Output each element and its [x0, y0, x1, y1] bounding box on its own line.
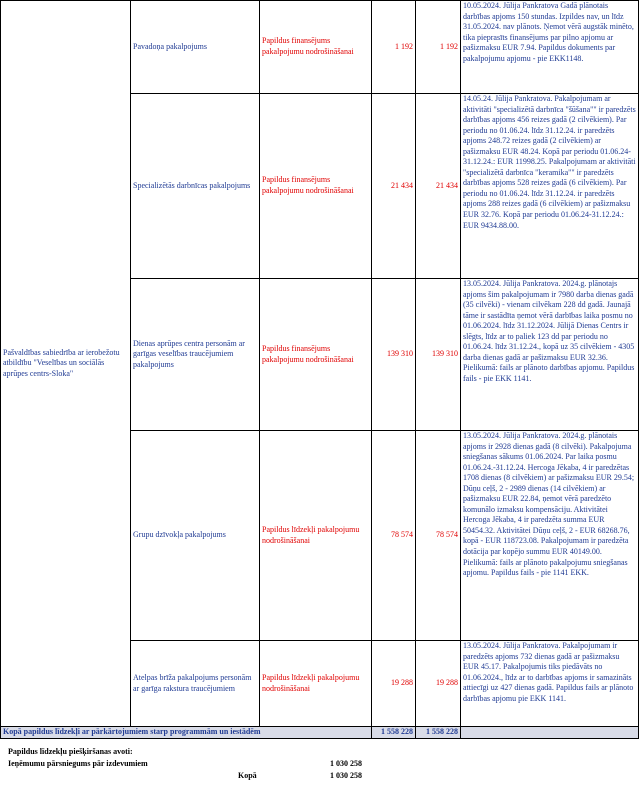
comment-cell: 13.05.2024. Jūlija Pankratova. 2024.g. plānotais apjoms ir 2928 dienas gadā (8 cilvēki). Pakalpojuma sniegšanas sākums 01.06.2024. Par laika posmu 01.06.24.-31.12.24. Hercoga Jēkaba, 4 ir paredzētas 1708 dienas (8 cilvēkiem) ar pašizmaksu EUR 29.54; Dūņu ceļš, 2 - 2989 dienas (14 cilvēkiem) ar pašizmaksu EUR 22.84, ņemot vērā paredzēto komunālo izmaksu kompensāciju. Aktivitātei Hercoga Jēkaba, 4 ir paredzēta summa EUR 50454.32. Aktivitātei Dūņu ceļš, 2 - EUR 68268.76, kopā - EUR 118723.08. Pakalpojumam ir paredzēta dotācija par kopējo summu EUR 40149.00. Pielikumā: fails ar plānoto pakalpojumu sniegšanas apjomu. Papildus fails - pie 1141 EKK.: [461, 431, 639, 641]
total-amount: 1 558 228: [372, 727, 416, 739]
service-name: Grupu dzīvokļa pakalpojums: [131, 431, 260, 641]
funding-type: Papildus līdzekļi pakalpojumu nodrošināšanai: [260, 641, 372, 727]
amount-cell: 139 310: [372, 279, 416, 431]
funding-source-label: Ieņēmumu pārsniegums pār izdevumiem: [8, 759, 148, 768]
service-name: Dienas aprūpes centra personām ar garīgas veselības traucējumiem pakalpojums: [131, 279, 260, 431]
amount-cell: 1 192: [372, 1, 416, 94]
amount-cell: 1 192: [416, 1, 461, 94]
amount-cell: 78 574: [416, 431, 461, 641]
service-name: Atelpas brīža pakalpojums personām ar garīga rakstura traucējumiem: [131, 641, 260, 727]
amount-cell: 78 574: [372, 431, 416, 641]
total-label: Kopā papildus līdzekļi ar pārkārtojumiem starp programmām un iestādēm: [1, 727, 372, 739]
amount-cell: 21 434: [372, 94, 416, 279]
amount-cell: 19 288: [416, 641, 461, 727]
funding-source-value: 1 030 258: [330, 759, 362, 768]
amount-cell: 139 310: [416, 279, 461, 431]
funding-total-value: 1 030 258: [330, 771, 362, 780]
comment-cell: 13.05.2024. Jūlija Pankratova. 2024.g. plānotajs apjoms šim pakalpojumam ir 7980 darba dienas gadā (35 cilvēki) - vienam cilvēkam 228 dd gadā. Jaunajā tāme ir sastādīta ņemot vērā darbības laika posmu no 01.06.2024. līdz 31.12.2024. Jūlijā Dienas Centrs ir slēgts, līdz ar to paliek 123 dd par periodu no 01.06.24. līdz 31.12.24., kopā uz 35 cilvēkiem - 4305 darba dienas gadā ar pašizmaksu EUR 32.36. Pielikumā: fails ar plānoto darbības apjomu. Papildus fails - pie EKK 1141.: [461, 279, 639, 431]
amount-cell: 19 288: [372, 641, 416, 727]
comment-cell: 14.05.24. Jūlija Pankratova. Pakalpojumam ar aktivitāti "specializētā darbnīca "šūšana"" ir paredzēts darbības apjoms 456 reizes gadā (2 cilvēkiem). Par periodu no 01.06.24. līdz 31.12.24. ir paredzēts apjoms 248.72 reizes gadā (2 cilvēkiem) ar pašizmaksu EUR 48.24. Kopā par periodu 01.06.24-31.12.24.: EUR 11998.25. Pakalpojumam ar aktivitāti "specializētā darbnīca "keramika"" ir paredzēts darbības apjoms 528 reizes gadā (6 cilvēkiem). Par periodu no 01.06.24. līdz 31.12.24. ir paredzēts apjoms 288 reizes gadā (6 cilvēkiem) ar pašizmaksu EUR 32.76. Kopā par periodu 01.06.24-31.12.24.: EUR 9434.88.00.: [461, 94, 639, 279]
table-row: [1, 1, 639, 94]
funding-type: Papildus līdzekļi pakalpojumu nodrošināšanai: [260, 431, 372, 641]
service-name: Specializētās darbnīcas pakalpojums: [131, 94, 260, 279]
funding-type: Papildus finansējums pakalpojumu nodrošināšanai: [260, 1, 372, 94]
service-name: Pavadoņa pakalpojums: [131, 1, 260, 94]
total-amount: 1 558 228: [416, 727, 461, 739]
comment-cell: 13.05.2024. Jūlija Pankratova. Pakalpojumam ir paredzēts apjoms 732 dienas gadā ar pašizmaksu EUR 45.17. Pakalpojumis tiks piedāvāts no 01.06.2024., līdz ar to darbības apjoms ir samazināts attiecīgi uz 427 dienas gadā. Papildus fails ar plānoto darbības apjomu pie EKK 1141.: [461, 641, 639, 727]
funding-heading: Papildus līdzekļu piešķiršanas avoti:: [8, 747, 133, 756]
total-empty-cell: [461, 727, 639, 739]
total-row: [1, 727, 639, 739]
amount-cell: 21 434: [416, 94, 461, 279]
funding-type: Papildus finansējums pakalpojumu nodrošināšanai: [260, 279, 372, 431]
funding-type: Papildus finansējums pakalpojumu nodrošināšanai: [260, 94, 372, 279]
funding-total-label: Kopā: [238, 771, 257, 780]
comment-cell: 10.05.2024. Jūlija Pankratova Gadā plānotais darbības apjoms 150 stundas. Izpildes nav, un līdz 31.05.2024. nav plānots. Ņemot vērā augstāk minēto, tika pieprasīts finansējums par pilno apjomu ar pašizmaksu EUR 7.94. Papildus dokuments par pakalpojumu apjomu - pie EKK1148.: [461, 1, 639, 94]
organization-cell: Pašvaldības sabiedrība ar ierobežotu atbildību "Veselības un sociālās aprūpes centrs-Sloka": [1, 1, 131, 727]
